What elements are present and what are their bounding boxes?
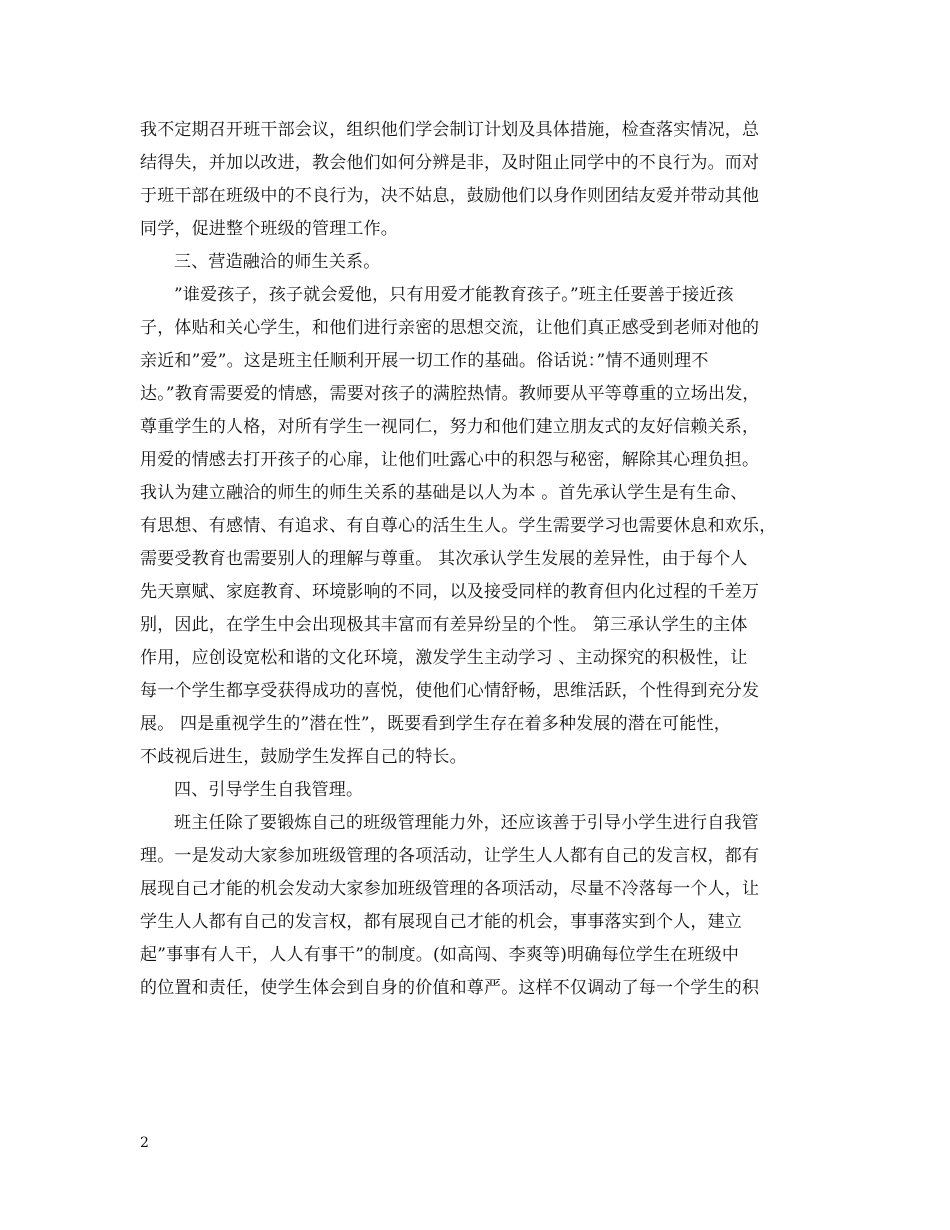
text-line: 同学，促进整个班级的管理工作。 bbox=[140, 219, 398, 239]
text-line: 学生人人都有自己的发言权，都有展现自己才能的机会，事事落实到个人，建立 bbox=[140, 912, 742, 932]
text-line: 于班干部在班级中的不良行为，决不姑息，鼓励他们以身作则团结友爱并带动其他 bbox=[140, 186, 760, 206]
text-line: 有思想、有感情、有追求、有自尊心的活生生人。学生需要学习也需要休息和欢乐， bbox=[140, 516, 777, 536]
text-line: 尊重学生的人格，对所有学生一视同仁，努力和他们建立朋友式的友好信赖关系， bbox=[140, 417, 760, 437]
text-line: 每一个学生都享受获得成功的喜悦，使他们心情舒畅，思维活跃，个性得到充分发 bbox=[140, 681, 760, 701]
text-line: 需要受教育也需要别人的理解与尊重。 其次承认学生发展的差异性，由于每个人 bbox=[140, 549, 748, 569]
text-line: 别，因此，在学生中会出现极其丰富而有差异纷呈的个性。 第三承认学生的主体 bbox=[140, 615, 748, 635]
text-line: 子，体贴和关心学生，和他们进行亲密的思想交流，让他们真正感受到老师对他的 bbox=[140, 318, 760, 338]
text-line: 理。一是发动大家参加班级管理的各项活动，让学生人人都有自己的发言权，都有 bbox=[140, 846, 760, 866]
text-line: 亲近和”爱”。这是班主任顺利开展一切工作的基础。俗话说：”情不通则理不 bbox=[140, 351, 709, 371]
section-heading: 四、引导学生自我管理。 bbox=[174, 780, 364, 800]
text-line: 用爱的情感去打开孩子的心扉，让他们吐露心中的积怨与秘密，解除其心理负担。 bbox=[140, 450, 760, 470]
section-heading: 三、营造融洽的师生关系。 bbox=[174, 252, 381, 272]
text-line: 展现自己才能的机会发动大家参加班级管理的各项活动，尽量不冷落每一个人，让 bbox=[140, 879, 760, 899]
text-line: 先天禀赋、家庭教育、环境影响的不同，以及接受同样的教育但内化过程的千差万 bbox=[140, 582, 760, 602]
text-line: 我不定期召开班干部会议，组织他们学会制订计划及具体措施，检查落实情况，总 bbox=[140, 120, 760, 140]
text-line: 不歧视后进生，鼓励学生发挥自己的特长。 bbox=[140, 747, 467, 767]
text-line: ”谁爱孩子，孩子就会爱他，只有用爱才能教育孩子。”班主任要善于接近孩 bbox=[174, 285, 734, 305]
text-line: 达。”教育需要爱的情感，需要对孩子的满腔热情。教师要从平等尊重的立场出发， bbox=[140, 384, 760, 404]
text-line: 起”事事有人干，人人有事干”的制度。(如高闯、李爽等)明确每位学生在班级中 bbox=[140, 945, 740, 965]
text-line: 结得失，并加以改进，教会他们如何分辨是非，及时阻止同学中的不良行为。而对 bbox=[140, 153, 760, 173]
text-line: 作用，应创设宽松和谐的文化环境，激发学生主动学习 、主动探究的积极性，让 bbox=[140, 648, 748, 668]
text-line: 班主任除了要锻炼自己的班级管理能力外，还应该善于引导小学生进行自我管 bbox=[174, 813, 759, 833]
page-number: 2 bbox=[140, 1135, 149, 1151]
text-line: 我认为建立融洽的师生的师生关系的基础是以人为本 。首先承认学生是有生命、 bbox=[140, 483, 748, 503]
text-line: 展。 四是重视学生的”潜在性”，既要看到学生存在着多种发展的潜在可能性， bbox=[140, 714, 731, 734]
text-line: 的位置和责任，使学生体会到自身的价值和尊严。这样不仅调动了每一个学生的积 bbox=[140, 978, 760, 998]
